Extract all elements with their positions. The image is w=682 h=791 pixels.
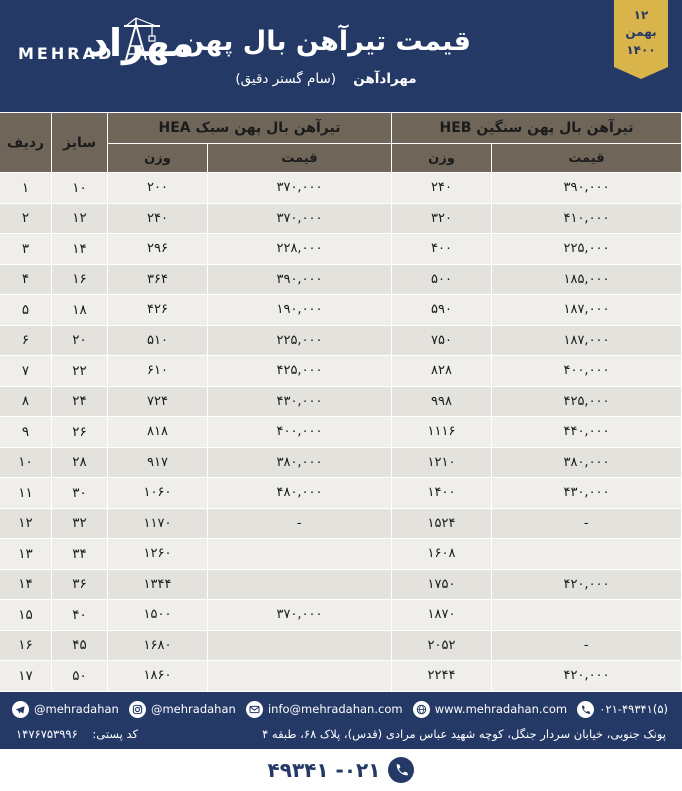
company-name: مهرادآهن [353,70,417,87]
table-row [0,234,682,265]
contact-phone-label: ۰۲۱-۴۹۳۴۱(۵) [599,702,668,716]
cell-heb-weight: ۲۴۰ [392,173,492,204]
contact-telegram-label: @mehradahan [34,702,119,716]
cell-index: ۶ [0,325,51,356]
table-row [0,661,682,692]
cell-hea-weight: ۶۱۰ [107,356,207,387]
cell-index: ۵ [0,295,51,326]
cell-hea-weight: ۳۶۴ [107,264,207,295]
cell-hea-weight: ۲۴۰ [107,203,207,234]
cell-hea-weight: ۱۵۰۰ [107,600,207,631]
cell-hea-price: ۳۸۰,۰۰۰ [208,447,392,478]
column-header-hea-price: قیمت [208,144,392,173]
cell-heb-price: - [492,508,682,539]
table-row [0,386,682,417]
cell-heb-weight: ۱۸۷۰ [392,600,492,631]
cell-heb-weight: ۱۴۰۰ [392,478,492,509]
ribbon-day: ۱۲ [633,8,649,22]
ribbon-year: ۱۴۰۰ [626,42,656,57]
cell-hea-weight: ۸۱۸ [107,417,207,448]
cell-heb-price: ۴۱۰,۰۰۰ [492,203,682,234]
cell-heb-weight: ۲۰۵۲ [392,630,492,661]
company-legal-name: (سام گستر دقیق) [235,70,337,87]
cell-heb-price: ۴۲۰,۰۰۰ [492,569,682,600]
contact-row [0,692,682,725]
cell-hea-price: ۳۷۰,۰۰۰ [208,203,392,234]
cell-hea-price: ۲۲۸,۰۰۰ [208,234,392,265]
cell-index: ۱۳ [0,539,51,570]
column-header-size: سایز [51,113,107,173]
cell-heb-weight: ۵۹۰ [392,295,492,326]
table-row [0,508,682,539]
address-row [0,725,682,749]
logo-latin-wordmark: MEHRAD [18,43,115,63]
company-address: پونک جنوبی، خیابان سردار جنگل، کوچه شهید عباس مرادی (قدس)، پلاک ۶۸، طبقه ۴ [262,726,666,741]
phone-icon [388,757,414,783]
company-subtitle [181,71,471,87]
cell-hea-price: ۴۰۰,۰۰۰ [208,417,392,448]
cell-hea-weight: ۱۳۴۴ [107,569,207,600]
cell-heb-weight: ۲۲۴۴ [392,661,492,692]
cell-hea-weight: ۱۶۸۰ [107,630,207,661]
table-row [0,630,682,661]
cell-hea-price: ۴۲۵,۰۰۰ [208,356,392,387]
postal-code-value: ۱۴۷۶۷۵۳۹۹۶ [16,726,78,741]
cell-heb-price: ۴۰۰,۰۰۰ [492,356,682,387]
cell-hea-price [208,569,392,600]
cell-heb-weight: ۱۱۱۶ [392,417,492,448]
cell-size: ۲۶ [51,417,107,448]
phone-bar[interactable] [0,749,682,791]
cell-size: ۱۰ [51,173,107,204]
page-title: قیمت تیرآهن بال پهن [181,26,471,58]
cell-hea-price: ۱۹۰,۰۰۰ [208,295,392,326]
cell-hea-price [208,630,392,661]
table-row [0,478,682,509]
cell-heb-price [492,600,682,631]
cell-size: ۱۶ [51,264,107,295]
cell-heb-weight: ۹۹۸ [392,386,492,417]
telegram-icon [12,701,29,718]
cell-size: ۱۴ [51,234,107,265]
table-row [0,447,682,478]
cell-index: ۱۱ [0,478,51,509]
contact-email-label: info@mehradahan.com [267,702,403,716]
cell-heb-price: ۴۲۵,۰۰۰ [492,386,682,417]
contact-telegram[interactable] [12,701,119,718]
cell-hea-weight: ۱۲۶۰ [107,539,207,570]
page-footer [0,692,682,791]
table-row [0,539,682,570]
cell-hea-price [208,661,392,692]
cell-heb-price: - [492,630,682,661]
postal-code-block [16,727,138,741]
cell-size: ۱۸ [51,295,107,326]
cell-hea-weight: ۱۱۷۰ [107,508,207,539]
cell-heb-price [492,539,682,570]
table-group-row [0,113,682,144]
cell-index: ۷ [0,356,51,387]
cell-hea-price: ۳۷۰,۰۰۰ [208,600,392,631]
table-row [0,417,682,448]
cell-size: ۴۰ [51,600,107,631]
cell-hea-weight: ۹۱۷ [107,447,207,478]
cell-size: ۲۲ [51,356,107,387]
table-row [0,569,682,600]
cell-heb-weight: ۵۰۰ [392,264,492,295]
logo-persian-wordmark: مهراد [89,21,195,65]
cell-heb-price: ۱۸۷,۰۰۰ [492,295,682,326]
cell-heb-weight: ۱۵۲۴ [392,508,492,539]
cell-hea-price: ۳۷۰,۰۰۰ [208,173,392,204]
cell-hea-weight: ۵۱۰ [107,325,207,356]
contact-email[interactable] [246,701,403,718]
cell-index: ۳ [0,234,51,265]
table-row [0,173,682,204]
cell-index: ۹ [0,417,51,448]
cell-heb-price: ۱۸۵,۰۰۰ [492,264,682,295]
cell-hea-price [208,539,392,570]
cell-heb-price: ۴۳۰,۰۰۰ [492,478,682,509]
cell-heb-price: ۳۸۰,۰۰۰ [492,447,682,478]
cell-index: ۱۵ [0,600,51,631]
cell-hea-price: ۴۸۰,۰۰۰ [208,478,392,509]
cell-hea-price: ۲۲۵,۰۰۰ [208,325,392,356]
cell-heb-weight: ۱۶۰۸ [392,539,492,570]
cell-hea-weight: ۱۸۶۰ [107,661,207,692]
page-header [0,0,682,112]
globe-icon [413,701,430,718]
date-ribbon [614,0,668,67]
cell-hea-weight: ۴۲۶ [107,295,207,326]
phone-icon [577,701,594,718]
cell-heb-price: ۱۸۷,۰۰۰ [492,325,682,356]
cell-heb-price: ۲۲۵,۰۰۰ [492,234,682,265]
cell-heb-price: ۳۹۰,۰۰۰ [492,173,682,204]
table-body [0,173,682,692]
cell-size: ۳۰ [51,478,107,509]
cell-index: ۱۲ [0,508,51,539]
instagram-icon [129,701,146,718]
cell-heb-weight: ۸۲۸ [392,356,492,387]
cell-index: ۱ [0,173,51,204]
phone-number: ۰۲۱- ۴۹۳۴۱ [267,757,381,782]
contact-instagram[interactable] [129,701,236,718]
table-row [0,325,682,356]
group-header-heb: تیرآهن بال پهن سنگین HEB [392,113,682,144]
cell-size: ۲۴ [51,386,107,417]
cell-size: ۲۰ [51,325,107,356]
cell-heb-weight: ۳۲۰ [392,203,492,234]
column-header-heb-price: قیمت [492,144,682,173]
postal-code-label: کد پستی: [92,726,138,741]
cell-index: ۱۶ [0,630,51,661]
contact-website[interactable] [413,701,567,718]
cell-heb-weight: ۴۰۰ [392,234,492,265]
table-row [0,600,682,631]
logo-mark [89,16,195,90]
cell-heb-weight: ۱۲۱۰ [392,447,492,478]
cell-size: ۱۲ [51,203,107,234]
cell-index: ۸ [0,386,51,417]
cell-hea-weight: ۲۰۰ [107,173,207,204]
cell-heb-weight: ۷۵۰ [392,325,492,356]
cell-hea-weight: ۱۰۶۰ [107,478,207,509]
cell-index: ۱۴ [0,569,51,600]
cell-hea-price: ۳۹۰,۰۰۰ [208,264,392,295]
column-header-heb-weight: وزن [392,144,492,173]
table-row [0,356,682,387]
cell-size: ۲۸ [51,447,107,478]
brand-logo [18,16,194,90]
column-header-index: ردیف [0,113,51,173]
table-header [0,113,682,173]
cell-size: ۳۴ [51,539,107,570]
table-row [0,264,682,295]
table-row [0,295,682,326]
cell-index: ۱۷ [0,661,51,692]
cell-hea-weight: ۷۲۴ [107,386,207,417]
cell-heb-weight: ۱۷۵۰ [392,569,492,600]
table-row [0,203,682,234]
column-header-hea-weight: وزن [107,144,207,173]
cell-size: ۳۶ [51,569,107,600]
cell-size: ۳۲ [51,508,107,539]
cell-size: ۵۰ [51,661,107,692]
crane-icon [122,16,162,66]
cell-heb-price: ۴۴۰,۰۰۰ [492,417,682,448]
cell-index: ۱۰ [0,447,51,478]
email-icon [246,701,263,718]
price-table [0,112,682,692]
cell-hea-price: ۴۳۰,۰۰۰ [208,386,392,417]
cell-index: ۴ [0,264,51,295]
contact-website-label: www.mehradahan.com [434,702,568,716]
header-text-block [181,25,471,87]
cell-heb-price: ۴۲۰,۰۰۰ [492,661,682,692]
contact-instagram-label: @mehradahan [150,702,236,716]
ribbon-month: بهمن [625,25,657,40]
cell-hea-price: - [208,508,392,539]
cell-index: ۲ [0,203,51,234]
cell-hea-weight: ۲۹۶ [107,234,207,265]
cell-size: ۴۵ [51,630,107,661]
group-header-hea: تیرآهن بال پهن سبک HEA [107,113,391,144]
contact-phone[interactable] [577,701,668,718]
